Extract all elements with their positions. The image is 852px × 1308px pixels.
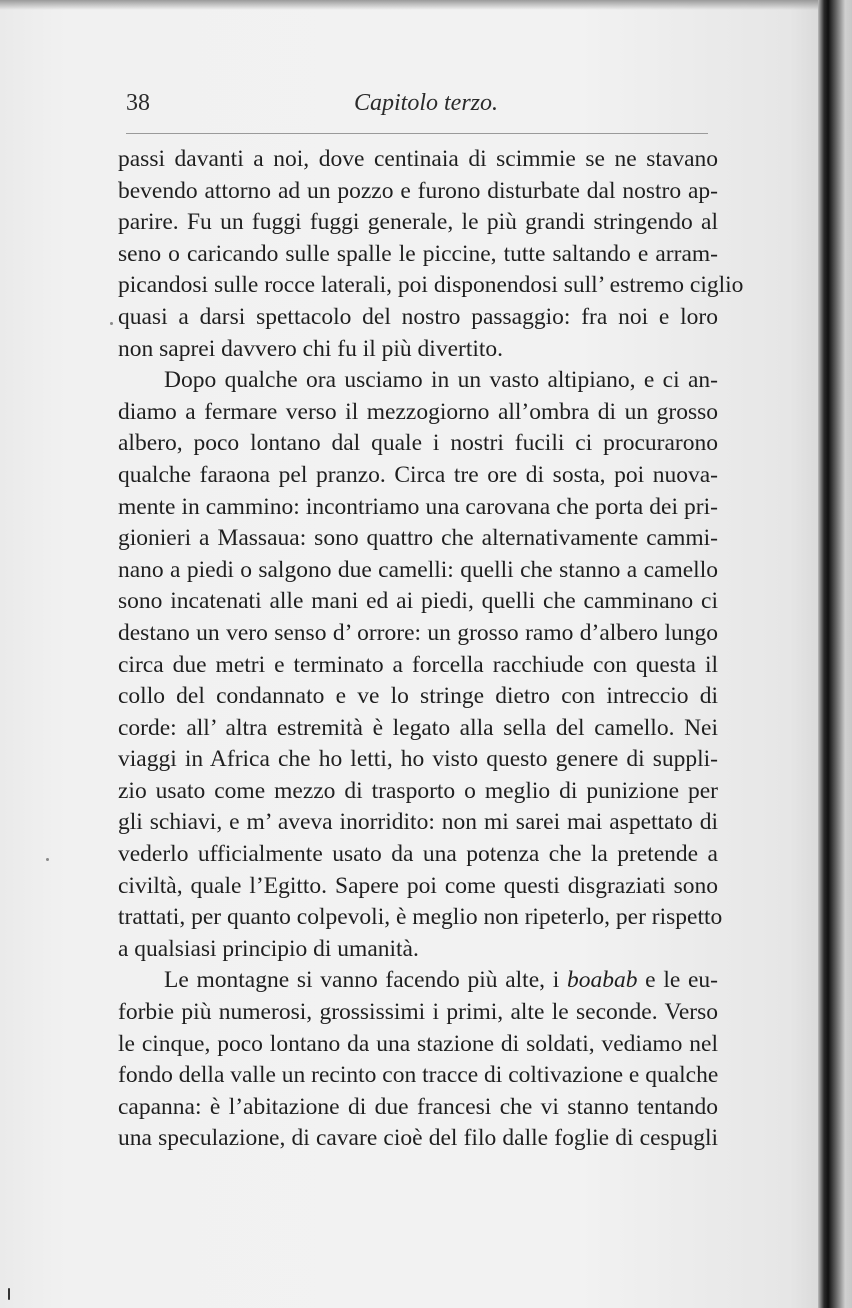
text-line: a qualsiasi principio di umanità. [118, 935, 419, 962]
text-line: nano a piedi o salgono due camelli: quelli che stanno a camello [118, 556, 718, 583]
text-line: fondo della valle un recinto con tracce di coltivazione e qualche [118, 1062, 719, 1089]
text-line: zio usato come mezzo di trasporto o meglio di punizione per [118, 777, 718, 804]
book-spine-edge [818, 0, 852, 1308]
italic-word: boabab [566, 967, 638, 994]
header-rule [126, 133, 708, 134]
text-line: una speculazione, di cavare cioè del filo dalle foglie di cespugli [118, 1125, 718, 1152]
text-line: diamo a fermare verso il mezzogiorno all’ombra di un grosso [118, 398, 718, 425]
text-line: parire. Fu un fuggi fuggi generale, le più grandi stringendo al [118, 209, 718, 236]
text-line: civiltà, quale l’Egitto. Sapere poi come questi disgraziati sono [118, 872, 718, 899]
text-line: gionieri a Massaua: sono quattro che alternativamente cammi- [118, 525, 718, 552]
text-line: Dopo qualche ora usciamo in un vasto altipiano, e ci an- [164, 367, 718, 394]
chapter-title: Capitolo terzo. [354, 90, 499, 116]
text-line: gli schiavi, e m’ aveva inorridito: non mi sarei mai aspettato di [118, 809, 718, 836]
text-line: viaggi in Africa che ho letti, ho visto questo genere di suppli- [118, 746, 718, 773]
running-header [126, 90, 706, 126]
text-line: picandosi sulle rocce laterali, poi disponendosi sull’ estremo ciglio [118, 272, 744, 299]
text-line: mente in cammino: incontriamo una carovana che porta dei pri- [118, 493, 718, 520]
text-fragment: e le eu- [637, 967, 718, 994]
text-line: destano un vero senso d’ orrore: un grosso ramo d’albero lungo [118, 619, 718, 646]
page-number: 38 [126, 90, 150, 116]
text-line-with-italic [118, 965, 718, 997]
body-text [118, 144, 744, 1155]
scan-top-shadow [0, 0, 852, 10]
text-line: vederlo ufficialmente usato da una potenza che la pretende a [118, 841, 718, 868]
text-line: qualche faraona pel pranzo. Circa tre ore di sosta, poi nuova- [118, 461, 718, 488]
text-line: trattati, per quanto colpevoli, è meglio non ripeterlo, per rispetto [118, 904, 723, 931]
text-fragment: Le montagne si vanno facendo più alte, i [164, 967, 567, 994]
paper-speck [8, 1288, 10, 1300]
text-line: corde: all’ altra estremità è legato alla sella del camello. Nei [118, 714, 718, 741]
text-line: le cinque, poco lontano da una stazione di soldati, vediamo nel [118, 1030, 718, 1057]
paper-speck [46, 858, 49, 861]
text-line: seno o caricando sulle spalle le piccine, tutte saltando e arram- [118, 240, 718, 267]
paper-speck [110, 322, 113, 325]
text-line: forbie più numerosi, grossissimi i primi, alte le seconde. Verso [118, 999, 718, 1026]
text-line: capanna: è l’abitazione di due francesi che vi stanno tentando [118, 1093, 718, 1120]
text-line: circa due metri e terminato a forcella racchiude con questa il [118, 651, 718, 678]
text-line: bevendo attorno ad un pozzo e furono disturbate dal nostro ap- [118, 177, 718, 204]
text-line: albero, poco lontano dal quale i nostri fucili ci procurarono [118, 430, 718, 457]
text-line: passi davanti a noi, dove centinaia di scimmie se ne stavano [118, 146, 718, 172]
text-line: collo del condannato e ve lo stringe dietro con intreccio di [118, 683, 718, 710]
text-line: non saprei davvero chi fu il più divertito. [118, 335, 504, 362]
text-line: sono incatenati alle mani ed ai piedi, quelli che camminano ci [118, 588, 718, 615]
text-line: quasi a darsi spettacolo del nostro passaggio: fra noi e loro [118, 303, 718, 330]
